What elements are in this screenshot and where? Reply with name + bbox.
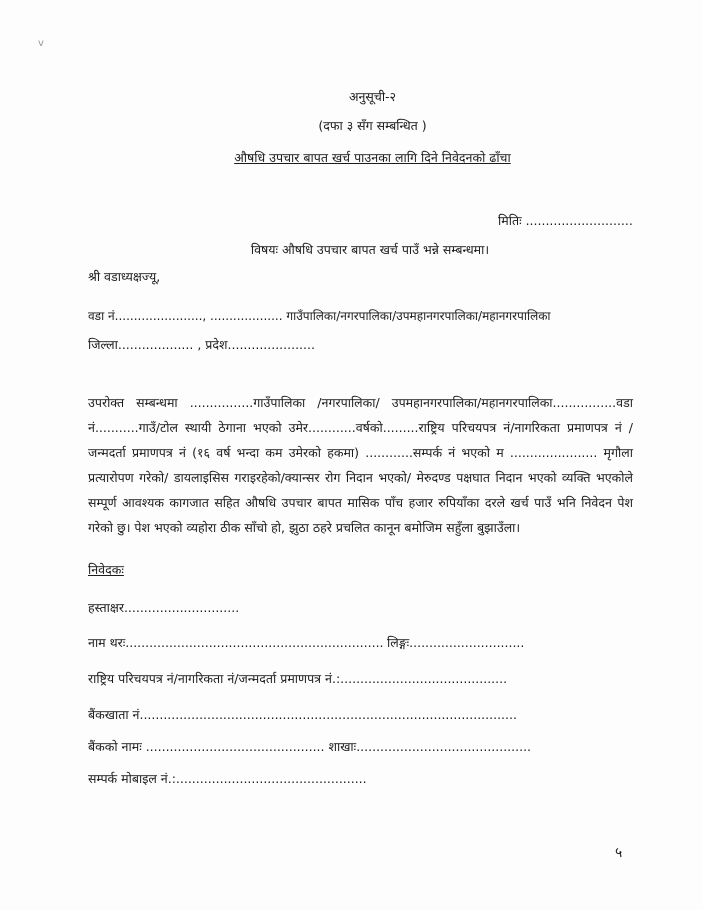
bank-account-field[interactable]: बैंकखाता नं............................................................................................... [88,707,517,722]
form-title: औषधि उपचार बापत खर्च पाउनका लागि दिने निवेदनको ढाँचा [234,150,511,165]
applicant-heading: निवेदकः [88,562,124,577]
body-paragraph: उपरोक्त सम्बन्धमा ................गाउँपालिका /नगरपालिका/ उपमहानगरपालिका/महानगरपालिका................वडा नं...........गाउँ/टोल स्थायी ठेगाना भएको उमेर............वर्षको.........राष्ट्रिय परिचयपत्र नं/नागरिकता प्रमाणपत्र नं / जन्मदर्ता प्रमाणपत्र नं (१६ वर्ष भन्दा कम उमेरको हकमा) ............सम्पर्क नं भएको म ...................... मृगौला प्रत्यारोपण गरेको/ डायलाइसिस गराइरहेको/क्यान्सर रोग निदान भएको/ मेरुदण्ड पक्षघात निदान भएको व्यक्ति भएकोले सम्पूर्ण आवश्यक कागजात सहित औषधि उपचार बापत मासिक पाँच हजार रुपियाँका दरले खर्च पाउँ भनि निवेदन पेश गरेको छु। पेश भएको व्यहोरा ठीक साँचो हो, झुठा ठहरे प्रचलित कानून बमोजिम सहुँला बुझाउँला। [88,395,633,535]
section-reference: (दफा ३ सँग सम्बन्धित ) [318,118,427,133]
date-field[interactable]: मितिः ........................... [498,213,633,228]
signature-field[interactable]: हस्ताक्षर............................. [88,600,240,615]
name-field[interactable]: नाम थरः................................................................. [88,635,384,650]
page-number: ५ [615,845,623,861]
gender-field[interactable]: लिङ्गः............................. [387,635,525,650]
id-number-field[interactable]: राष्ट्रिय परिचयपत्र नं/नागरिकता नं/जन्मदर्ता प्रमाणपत्र नं.:.......................................... [88,671,508,686]
address-line-district[interactable]: जिल्ला................... , प्रदेश...................... [88,337,315,352]
schedule-heading: अनुसूची-२ [348,89,397,104]
subject-line: विषयः औषधि उपचार बापत खर्च पाउँ भन्ने सम्बन्धमा। [250,242,490,257]
bank-name-field[interactable]: बैंकको नामः ............................................. शाखाः............................................ [88,739,532,754]
mobile-field[interactable]: सम्पर्क मोबाइल नं.:................................................ [88,771,367,786]
scan-mark: v [38,38,44,49]
salutation: श्री वडाध्यक्षज्यू, [88,269,161,284]
address-line-ward[interactable]: वडा नं......................., ................... गाउँपालिका/नगरपालिका/उपमहानगरपालिका/महानगरपालिका [88,309,551,323]
